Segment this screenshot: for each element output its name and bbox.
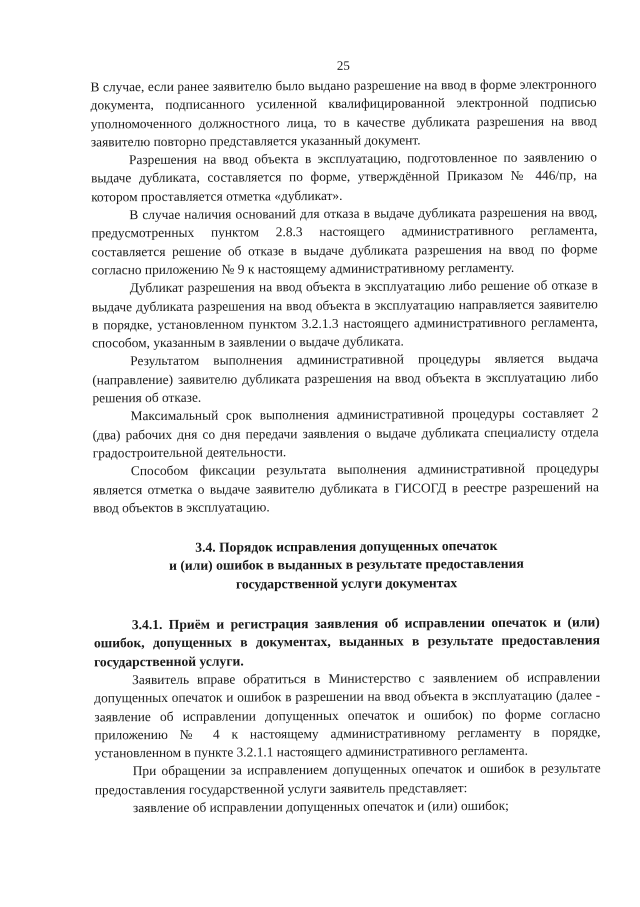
paragraph-procedure-result: Результатом выполнения административной процедуры является выдача (направление) заявителю дубликата разрешения на ввод объекта в эксплуатацию либо решения об отказе.	[92, 350, 599, 406]
paragraph-duplicate-form: Разрешения на ввод объекта в эксплуатацию, подготовленное по заявлению о выдаче дубликата, составляется по форме, утверждённой Приказом № 446/пр, на котором проставляется отметка «дубликат».	[91, 149, 598, 205]
section-heading	[93, 536, 599, 594]
paragraph-fixation-method: Способом фиксации результата выполнения административной процедуры является отметка о выдаче заявителю дубликата в ГИСОГД в реестре разрешений на ввод объектов в эксплуатацию.	[92, 460, 600, 516]
subsection-heading: 3.4.1. Приём и регистрация заявления об исправлении опечаток и (или) ошибок, допущенных в документах, выданных в результате предоставления государственной услуги.	[93, 614, 600, 670]
paragraph-refusal-grounds: В случае наличия оснований для отказа в выдаче дубликата разрешения на ввод, предусмотренных пунктом 2.8.3 настоящего административного регламента, составляется решение об отказе в выдаче дубликата разрешения на ввод по форме согласно приложению № 9 к настоящему административному регламенту.	[91, 204, 598, 278]
paragraph-list-item: заявление об исправлении допущенных опечаток и (или) ошибок;	[132, 797, 509, 816]
paragraph-applicant-submits: При обращении за исправлением допущенных опечаток и ошибок в результате предоставления государственной услуги заявитель представляет:	[94, 760, 601, 798]
paragraph-applicant-right: Заявитель вправе обратиться в Министерство с заявлением об исправлении допущенных опечаток и ошибок в разрешении на ввод объекта в эксплуатацию (далее - заявление об исправлении допущенных опечаток и ошибок) по форме согласно приложению № 4 к настоящему административному регламенту в порядке, установленном в пункте 3.2.1.1 настоящего административного регламента.	[94, 669, 601, 761]
section-heading-line-3: государственной услуги документах	[235, 574, 458, 592]
paragraph-max-term: Максимальный срок выполнения административной процедуры составляет 2 (два) рабочих дня со дня передачи заявления о выдаче дубликата специалисту отдела градостроительной деятельности.	[92, 405, 599, 461]
page-number: 25	[336, 57, 350, 73]
section-heading-line-2: и (или) ошибок в выданных в результате предоставления	[169, 556, 524, 574]
paragraph-duplicate-electronic: В случае, если ранее заявителю было выдано разрешение на ввод в форме электронного документа, подписанного усиленной квалифицированной электронной подписью уполномоченного должностного лица, то в качестве дубликата разрешения на ввод заявителю повторно представляется указанный документ.	[90, 76, 597, 150]
section-heading-line-1: 3.4. Порядок исправления допущенных опечаток	[195, 538, 498, 555]
paragraph-duplicate-delivery: Дубликат разрешения на ввод объекта в эксплуатацию либо решение об отказе в выдаче дубликата разрешения на ввод объекта в эксплуатацию направляется заявителю в порядке, установленном пунктом 3.2.1.3 настоящего административного регламента, способом, указанным в заявлении о выдаче дубликата.	[91, 277, 599, 351]
